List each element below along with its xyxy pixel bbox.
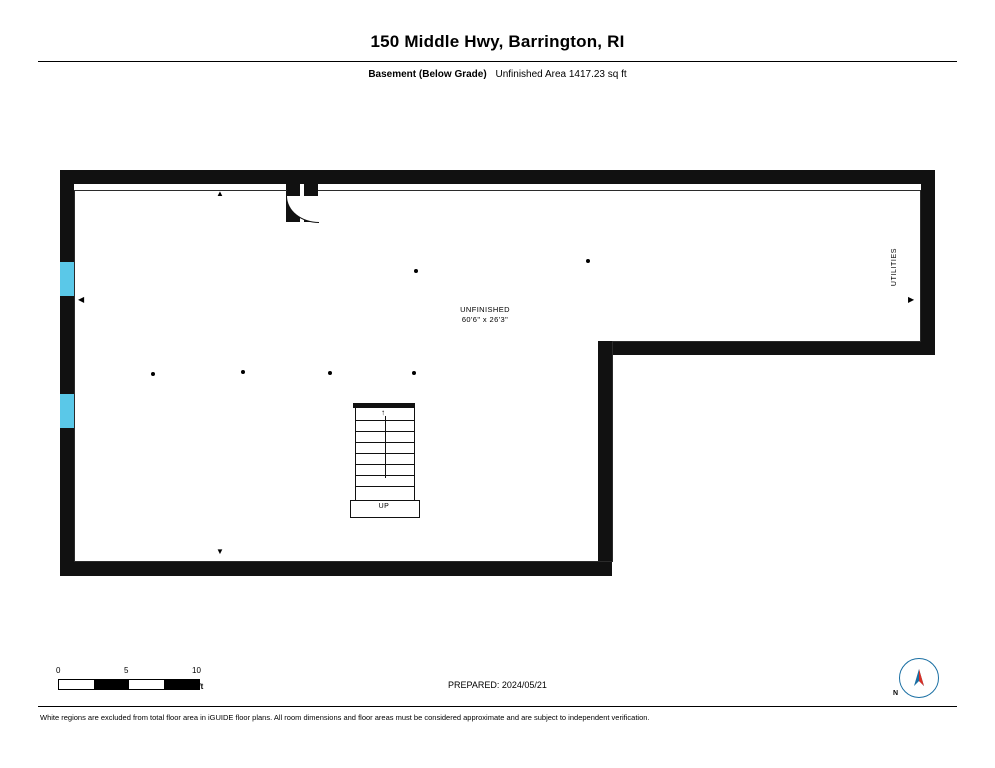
inner-outline-top-right xyxy=(318,190,921,191)
compass-north-label: N xyxy=(893,690,899,697)
stair-up-label: UP xyxy=(378,503,390,510)
floorplan-drawing xyxy=(40,160,955,600)
room-dimensions: 60'6" x 26'3" xyxy=(461,315,509,324)
arrow-left-icon: ◀ xyxy=(78,295,85,304)
fixture-dot xyxy=(412,371,416,375)
fixture-dot xyxy=(151,372,155,376)
compass-rose xyxy=(899,658,939,698)
stair-direction-arrow-icon: ↑ xyxy=(381,408,385,417)
inner-outline-utilities-bottom xyxy=(612,341,921,342)
window-left-upper xyxy=(60,260,74,298)
scale-tick-0: 0 xyxy=(56,666,61,675)
inner-outline-left xyxy=(74,190,75,562)
room-name: UNFINISHED xyxy=(460,305,510,314)
room-label-unfinished xyxy=(425,305,545,325)
scale-tick-10: 10 xyxy=(192,666,201,675)
inner-outline-bottom xyxy=(74,561,612,562)
utilities-label: UTILITIES xyxy=(891,248,898,287)
prepared-date: PREPARED: 2024/05/21 xyxy=(448,680,547,690)
disclaimer-text: White regions are excluded from total floor area in iGUIDE floor plans. All room dimensions and floor areas must be considered approximate and are subject to independent verification. xyxy=(40,713,650,722)
window-left-lower xyxy=(60,392,74,430)
wall-middle-vertical xyxy=(598,341,612,576)
fixture-dot xyxy=(586,259,590,263)
wall-right-upper xyxy=(921,170,935,355)
stair-step xyxy=(356,486,414,487)
inner-outline-top-left xyxy=(74,190,287,191)
wall-left xyxy=(60,170,74,576)
wall-bottom xyxy=(60,562,612,576)
inner-outline-middle-vertical xyxy=(612,341,613,562)
compass-needle-icon xyxy=(907,666,931,690)
arrow-down-icon: ▼ xyxy=(216,547,224,556)
scale-unit-label: ft xyxy=(198,682,204,691)
wall-top-left xyxy=(60,170,300,184)
stair-direction-line xyxy=(385,416,386,478)
fixture-dot xyxy=(328,371,332,375)
area-label: Unfinished Area 1417.23 sq ft xyxy=(495,69,627,80)
arrow-up-icon: ▲ xyxy=(216,189,224,198)
fixture-dot xyxy=(241,370,245,374)
level-subtitle xyxy=(0,69,995,80)
footer-divider xyxy=(38,706,957,707)
inner-outline-right xyxy=(920,190,921,342)
arrow-right-icon: ▶ xyxy=(908,295,915,304)
scale-tick-5: 5 xyxy=(124,666,129,675)
page-title: 150 Middle Hwy, Barrington, RI xyxy=(370,32,625,51)
staircase xyxy=(355,405,415,502)
header-divider xyxy=(38,61,957,62)
stair-landing-wall xyxy=(353,403,415,408)
wall-top-right xyxy=(318,170,935,184)
wall-utilities-bottom xyxy=(598,341,935,355)
level-label: Basement (Below Grade) xyxy=(368,69,487,80)
fixture-dot xyxy=(414,269,418,273)
